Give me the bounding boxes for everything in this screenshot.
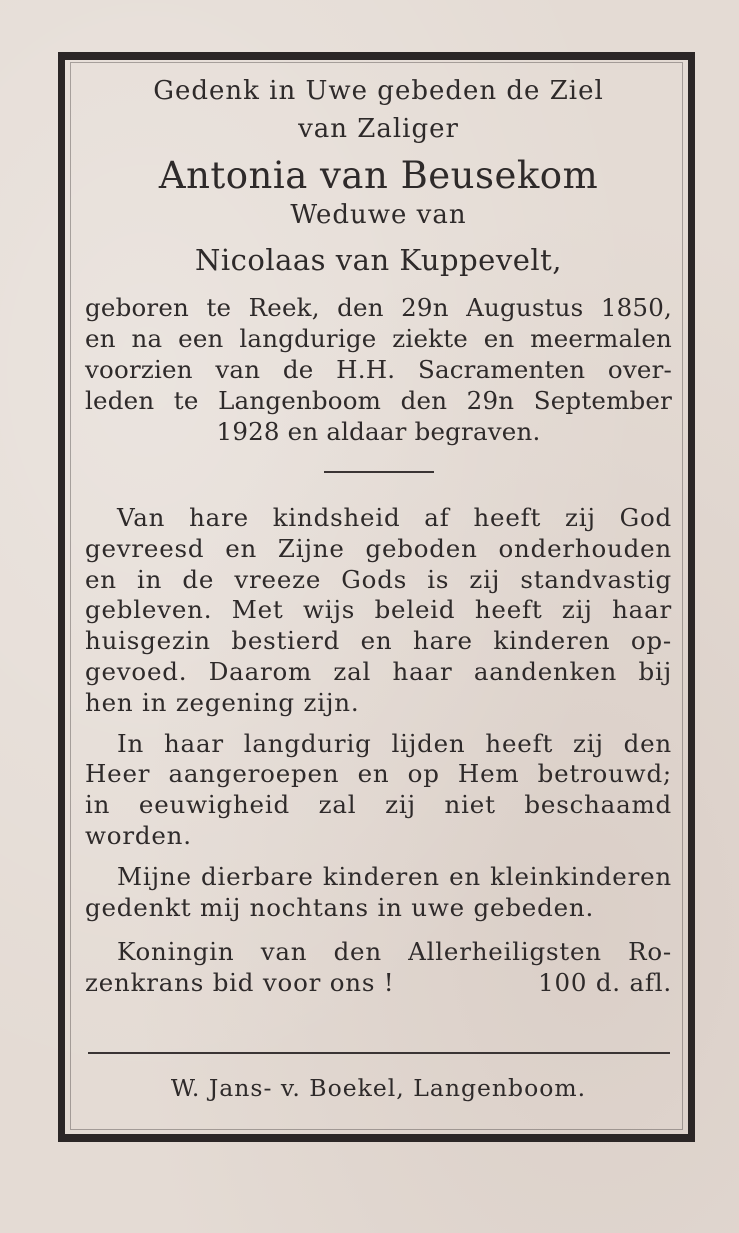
card-content — [85, 72, 672, 999]
text-line: gevoed. Daarom zal haar aandenken bij — [85, 656, 672, 686]
text-line: huisgezin bestierd en hare kinderen op- — [85, 626, 672, 656]
dates-line: voorzien van de H.H. Sacramenten over- — [85, 355, 672, 384]
paragraph-2 — [85, 729, 672, 852]
text-line: worden. — [85, 820, 192, 850]
text-line: gebleven. Met wijs beleid heeft zij haar — [85, 595, 672, 625]
widow-of-label: Weduwe van — [290, 200, 467, 230]
text-line: Koningin van den Allerheiligsten Ro- — [117, 937, 672, 967]
prayer-text: zenkrans bid voor ons ! — [85, 968, 395, 998]
text-line: In haar langdurig lijden heeft zij den — [117, 728, 672, 758]
dates-line: en na een langdurige ziekte en meermalen — [85, 324, 672, 353]
dates-line: geboren te Reek, den 29n Augustus 1850, — [85, 293, 672, 322]
life-dates-paragraph — [85, 292, 672, 447]
intro-line-1: Gedenk in Uwe gebeden de Ziel — [153, 76, 604, 106]
intro-line-2: van Zaliger — [298, 114, 459, 144]
rozenkrans-line — [85, 968, 672, 999]
text-line: Heer aangeroepen en op Hem betrouwd; — [85, 759, 672, 789]
dates-line: 1928 en aldaar begraven. — [216, 417, 541, 446]
paragraph-3 — [85, 862, 672, 924]
text-line: gevreesd en Zijne geboden onderhouden — [85, 533, 672, 563]
text-line: in eeuwigheid zal zij niet beschaamd — [85, 790, 672, 820]
deceased-name: Antonia van Beusekom — [158, 154, 599, 197]
bottom-divider — [88, 1052, 670, 1054]
text-line: hen in zegening zijn. — [85, 687, 360, 717]
section-divider — [324, 471, 434, 473]
indulgence-text: 100 d. afl. — [538, 968, 672, 998]
husband-name: Nicolaas van Kuppevelt, — [194, 243, 563, 277]
text-line: gedenkt mij nochtans in uwe gebeden. — [85, 892, 595, 922]
printer-credit: W. Jans- v. Boekel, Langenboom. — [170, 1074, 587, 1102]
dates-line: leden te Langenboom den 29n September — [85, 386, 672, 415]
text-line: Mijne dierbare kinderen en kleinkinderen — [117, 861, 672, 891]
paragraph-1 — [85, 503, 672, 719]
paragraph-4 — [85, 937, 672, 999]
text-line: en in de vreeze Gods is zij standvastig — [85, 564, 672, 594]
text-line: Van hare kindsheid af heeft zij God — [117, 503, 672, 532]
